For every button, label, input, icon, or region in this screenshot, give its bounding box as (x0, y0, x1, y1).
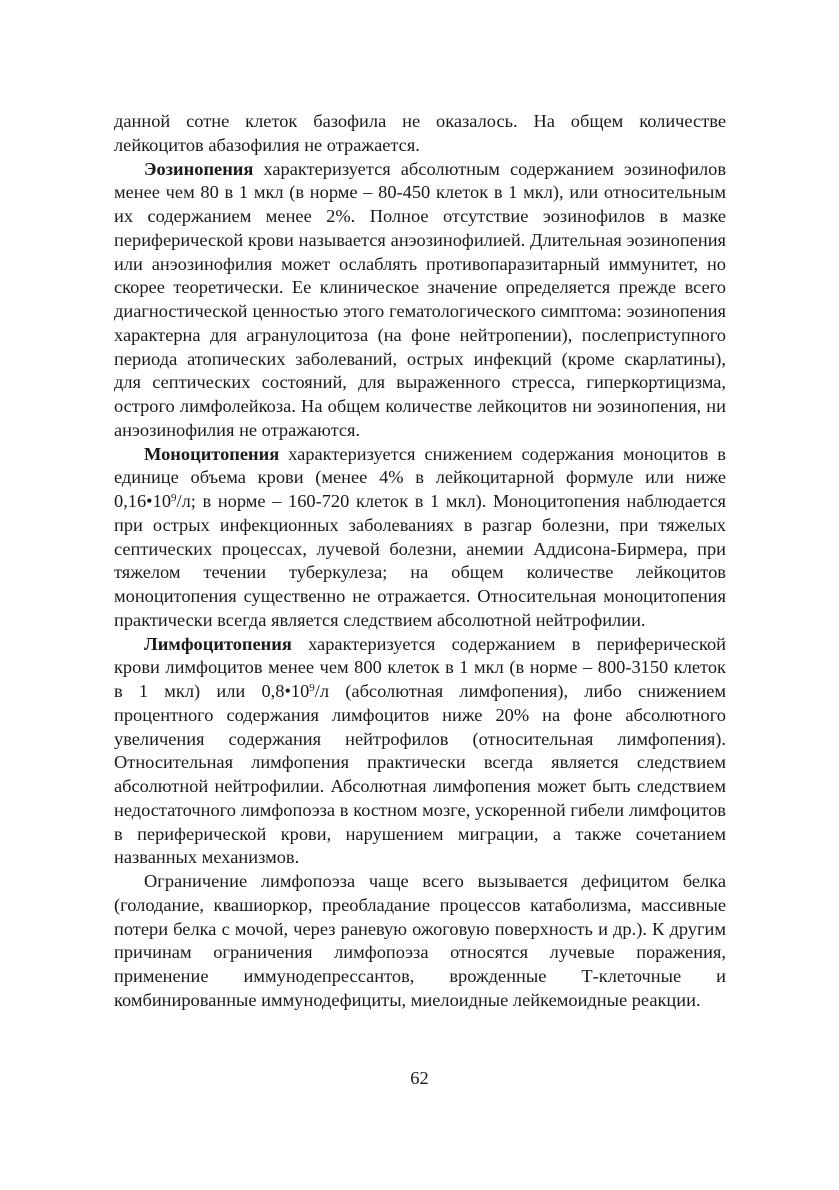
paragraph-lymphocytopenia: Лимфоцитопения характеризуется содержанием в периферической крови лимфоцитов менее чем 800 клеток в 1 мкл (в норме – 800-3150 клеток в 1 мкл) или $0,8•10^9/л$ (абсолютная лимфопения), либо снижением процентного содержания лимфоцитов ниже 20% на фоне абсолютного увеличения содержания нейтрофилов (относительная лимфопения). Относительная лимфопения практически всегда является следствием абсолютной нейтрофилии. Абсолютная лимфопения может быть следствием недостаточного лимфопоэза в костном мозге, ускоренной гибели лимфоцитов в периферической крови, нарушением миграции, а также сочетанием названных механизмов. (114, 633, 727, 868)
paragraph-monocytopenia: Моноцитопения характеризуется снижением содержания моноцитов в единице объема крови (менее 4% в лейкоцитарной формуле или ниже $0,16•10^9/л$; в норме – 160-720 клеток в 1 мкл). Моноцитопения наблюдается при острых инфекционных заболеваниях в разгар болезни, при тяжелых септических процессах, лучевой болезни, анемии Аддисона-Бирмера, при тяжелом течении туберкулеза; на общем количестве лейкоцитов моноцитопения существенно не отражается. Относительная моноцитопения практически всегда является следствием абсолютной нейтрофилии. (114, 443, 726, 630)
page-number: 62 (410, 1068, 429, 1088)
paragraph-basophils-end: данной сотне клеток базофила не оказалось. На общем количестве лейкоцитов абазофилия не отражается. (114, 111, 726, 155)
paragraph-eosinopenia: Эозинопения характеризуется абсолютным содержанием эозинофилов менее чем 80 в 1 мкл (в норме – 80-450 клеток в 1 мкл), или относительным их содержанием менее 2%. Полное отсутствие эозинофилов в мазке периферической крови называется анэозинофилией. Длительная эозинопения или анэозинофилия может ослаблять противопаразитарный иммунитет, но скорее теоретически. Ее клиническое значение определяется прежде всего диагностической ценностью этого гематологического симптома: эозинопения характерна для агранулоцитоза (на фоне нейтропении), послеприступного периода атопических заболеваний, острых инфекций (кроме скарлатины), для септических состояний, для выраженного стресса, гиперкортицизма, острого лимфолейкоза. На общем количестве лейкоцитов ни эозинопения, ни анэозинофилия не отражаются. (114, 158, 726, 440)
page-body (114, 110, 726, 1013)
exponent: 9 (309, 682, 315, 694)
term-monocytopenia: Моноцитопения (144, 443, 280, 464)
term-eosinopenia: Эозинопения (144, 158, 254, 179)
paragraph-lymphopoiesis-limitation: Ограничение лимфопоэза чаще всего вызывается дефицитом белка (голодание, квашиоркор, преобладание процессов катаболизма, массивные потери белка с мочой, через раневую ожоговую поверхность и др.). К другим причинам ограничения лимфопоэза относятся лучевые поражения, применение иммунодепрессантов, врожденные Т-клеточные и комбинированные иммунодефициты, миелоидные лейкемоидные реакции. (114, 871, 726, 1010)
term-lymphocytopenia: Лимфоцитопения (144, 633, 292, 654)
exponent: 9 (171, 492, 177, 504)
